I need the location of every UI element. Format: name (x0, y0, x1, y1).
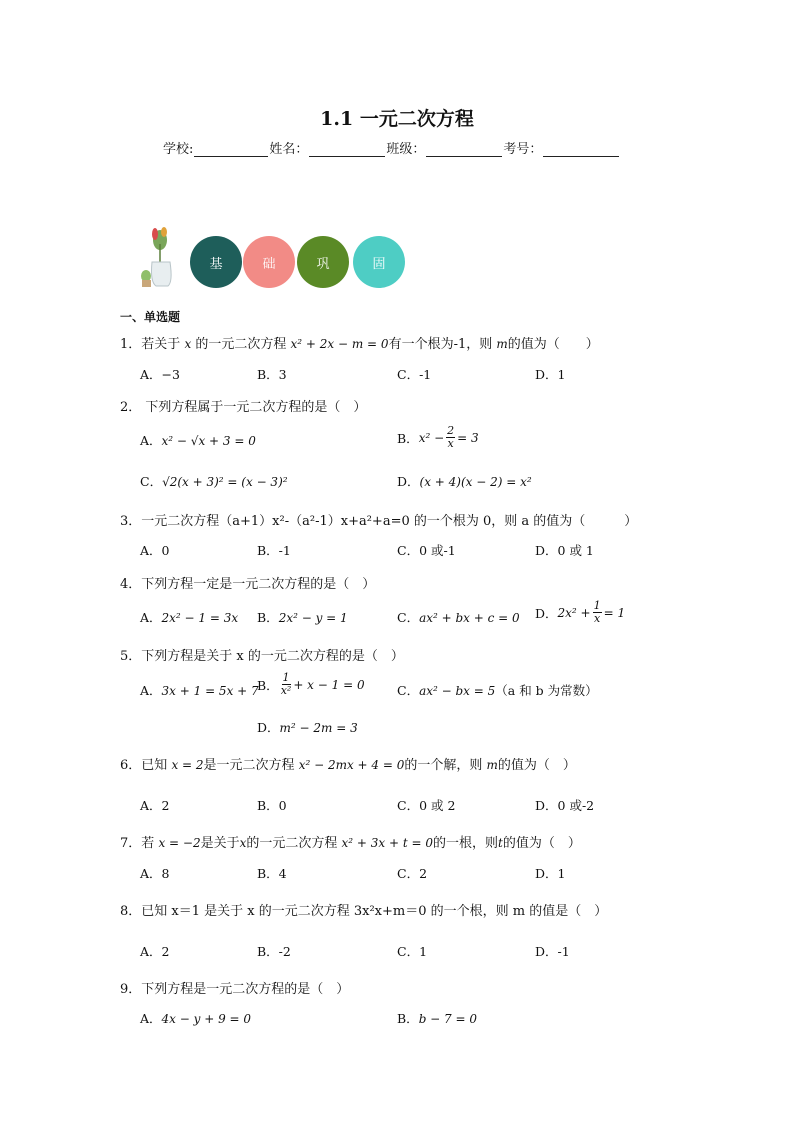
q4-option-d[interactable] (535, 600, 625, 625)
q3-option-c[interactable]: C．0 或-1 (397, 543, 456, 558)
option-note: （a 和 b 为常数） (495, 683, 598, 698)
question-1 (120, 333, 599, 352)
option-label: D． (257, 720, 280, 735)
plant-vase-icon (138, 224, 182, 288)
question-text: 的一个解，则 (404, 758, 483, 773)
option-label: C． (397, 610, 420, 625)
equation: 2x² − y = 1 (278, 611, 348, 625)
question-number: 7． (120, 836, 142, 851)
question-text: 的一根，则 (433, 836, 499, 851)
equation: x² + 3x + t = 0 (341, 836, 434, 850)
equation: b − 7 = 0 (418, 1012, 478, 1026)
name-field[interactable] (309, 142, 385, 157)
question-text: 是一元二次方程 (203, 758, 295, 773)
q8-option-a[interactable]: A．2 (140, 944, 170, 959)
q4-option-a[interactable] (140, 608, 238, 626)
question-text: 若 (141, 836, 155, 851)
equation: x² − (418, 430, 445, 445)
banner-circle-2 (243, 236, 295, 288)
q5-option-a[interactable] (140, 681, 259, 699)
question-8: 8．已知 x＝1 是关于 x 的一元二次方程 3x²x+m＝0 的一个根，则 m 的值是（ ） (120, 904, 608, 919)
question-text: 的值为（ ） (507, 337, 599, 352)
q6-option-a[interactable]: A．2 (140, 798, 170, 813)
option-label: B． (397, 1011, 419, 1026)
option-label: A． (140, 683, 162, 698)
question-number: 6． (120, 758, 142, 773)
question-text: 有一个根为-1，则 (388, 337, 493, 352)
question-text: 的一元二次方程 (195, 337, 287, 352)
q9-option-b[interactable] (397, 1009, 477, 1027)
fraction-numerator: 1 (282, 671, 290, 684)
fraction-denominator: x² (280, 684, 292, 697)
q7-option-a[interactable]: A．8 (140, 866, 170, 881)
q6-option-d[interactable]: D．0 或-2 (535, 798, 595, 813)
equation: x² − 2mx + 4 = 0 (298, 758, 405, 772)
banner-circle-text: 基 (209, 256, 223, 272)
page-title: 1.1 一元二次方程 (320, 108, 474, 130)
school-field[interactable] (194, 142, 268, 157)
q1-option-c[interactable]: C．-1 (397, 367, 432, 382)
q2-option-c[interactable] (140, 472, 288, 490)
name-label: 姓名： (269, 142, 309, 157)
option-label: B． (257, 677, 279, 693)
q1-option-d[interactable]: D．1 (535, 367, 566, 382)
q2-option-b[interactable] (397, 425, 479, 450)
question-6 (120, 754, 576, 773)
q6-option-c[interactable]: C．0 或 2 (397, 798, 456, 813)
equation: = 3 (457, 430, 479, 445)
banner-circle-text: 固 (372, 256, 386, 272)
exam-field[interactable] (543, 142, 619, 157)
question-text: 已知 (141, 758, 168, 773)
fraction-denominator: x (447, 437, 454, 450)
equation: x² + 2x − m = 0 (290, 337, 389, 351)
q2-option-d[interactable] (397, 472, 532, 490)
q8-option-b[interactable]: B．-2 (257, 944, 291, 959)
school-label: 学校: (163, 142, 194, 157)
q8-option-d[interactable]: D．-1 (535, 944, 570, 959)
equation: 3x + 1 = 5x + 7 (161, 684, 259, 698)
q6-option-b[interactable]: B．0 (257, 798, 287, 813)
math-var: m (496, 337, 508, 351)
option-label: A． (140, 433, 162, 448)
question-text: 的值为（ ） (497, 758, 576, 773)
q7-option-c[interactable]: C．2 (397, 866, 428, 881)
option-label: B． (257, 610, 279, 625)
exam-label: 考号： (503, 142, 543, 157)
q3-option-d[interactable]: D．0 或 1 (535, 543, 594, 558)
question-3: 3．一元二次方程（a+1）x²-（a²-1）x+a²+a=0 的一个根为 0，则 a 的值为（ ） (120, 514, 638, 529)
equation: (x + 4)(x − 2) = x² (419, 475, 532, 489)
question-text: 若关于 (141, 337, 181, 352)
q7-option-d[interactable]: D．1 (535, 866, 566, 881)
banner-circle-text: 巩 (316, 256, 330, 272)
question-text: 是关于 (200, 836, 240, 851)
equation: 2x² − 1 = 3x (161, 611, 239, 625)
option-label: D． (535, 605, 558, 621)
question-text: 的一元二次方程 (246, 836, 338, 851)
fraction-denominator: x (594, 612, 601, 625)
fraction-numerator: 2 (447, 424, 455, 437)
question-4: 4．下列方程一定是一元二次方程的是（ ） (120, 577, 376, 592)
q1-option-b[interactable]: B．3 (257, 367, 287, 382)
math-var: t (498, 836, 503, 850)
math-var: x (184, 337, 192, 351)
equation: ax² − bx = 5 (419, 684, 496, 698)
question-2: 2． 下列方程属于一元二次方程的是（ ） (120, 400, 367, 415)
equation: = 1 (603, 605, 626, 620)
option-label: A． (140, 610, 162, 625)
option-label: B． (397, 430, 419, 446)
banner-circle-3 (297, 236, 349, 288)
q2-option-a[interactable] (140, 431, 256, 449)
q5-option-c[interactable] (397, 681, 598, 699)
class-label: 班级： (386, 142, 426, 157)
equation: x = −2 (158, 836, 201, 850)
class-field[interactable] (426, 142, 502, 157)
question-9: 9．下列方程是一元二次方程的是（ ） (120, 982, 350, 997)
option-label: C． (397, 683, 420, 698)
banner-circle-1 (190, 236, 242, 288)
equation: x = 2 (171, 758, 204, 772)
equation: m² − 2m = 3 (279, 721, 358, 735)
banner-circle-4 (353, 236, 405, 288)
question-5: 5．下列方程是关于 x 的一元二次方程的是（ ） (120, 649, 404, 664)
equation: x² − √x + 3 = 0 (161, 434, 256, 448)
section-title: 一、单选题 (120, 310, 181, 324)
question-text: 的值为（ ） (502, 836, 581, 851)
q3-option-b[interactable]: B．-1 (257, 543, 291, 558)
question-number: 1． (120, 337, 142, 352)
q4-option-c[interactable] (397, 608, 520, 626)
equation: + x − 1 = 0 (293, 677, 365, 692)
q3-option-a[interactable]: A．0 (140, 543, 170, 558)
fraction (593, 600, 602, 625)
question-7 (120, 832, 581, 851)
equation: 2x² + (557, 605, 591, 620)
q1-option-a[interactable]: A．−3 (140, 367, 180, 382)
option-label: C． (140, 474, 163, 489)
q5-option-b[interactable] (257, 672, 365, 697)
q8-option-c[interactable]: C．1 (397, 944, 428, 959)
student-info-row (163, 138, 620, 157)
equation: √2(x + 3)² = (x − 3)² (162, 475, 288, 489)
q7-option-b[interactable]: B．4 (257, 866, 287, 881)
banner-circle-text: 础 (262, 256, 276, 272)
equation: 4x − y + 9 = 0 (161, 1012, 252, 1026)
math-var: m (486, 758, 498, 772)
option-label: D． (397, 474, 420, 489)
q4-option-b[interactable] (257, 608, 348, 626)
q9-option-a[interactable] (140, 1009, 251, 1027)
fraction-numerator: 1 (593, 599, 601, 612)
option-label: A． (140, 1011, 162, 1026)
math-var: x (239, 836, 247, 850)
fraction (446, 425, 455, 450)
q5-option-d[interactable] (257, 718, 358, 736)
fraction (281, 672, 292, 697)
equation: ax² + bx + c = 0 (419, 611, 520, 625)
